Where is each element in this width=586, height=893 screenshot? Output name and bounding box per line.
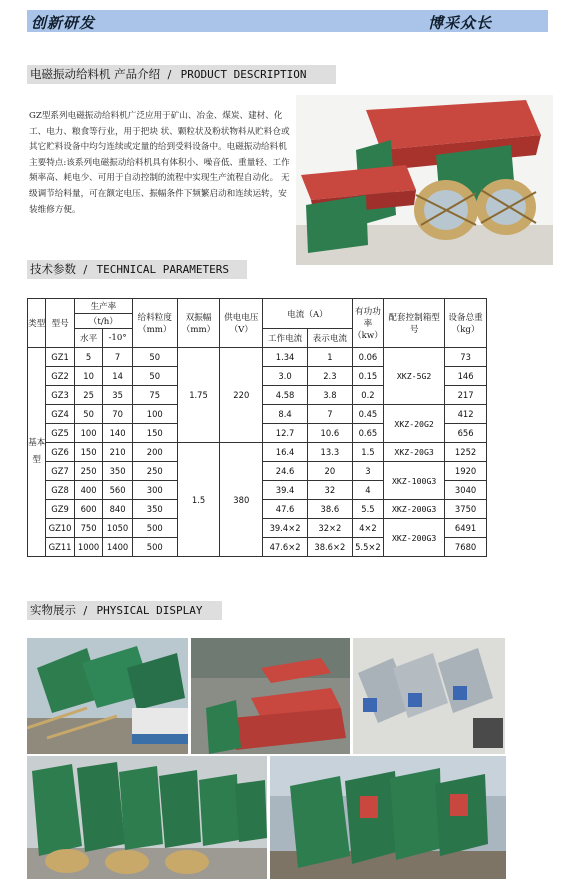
header-capacity-label: 生产率 — [90, 302, 117, 312]
cell-control: XKZ-20G3 — [384, 443, 445, 462]
cell-weight: 1920 — [445, 462, 487, 481]
header-left-slogan: 创新研发 — [31, 14, 96, 32]
header-model: 型号 — [46, 299, 75, 348]
cell-particle: 200 — [132, 443, 177, 462]
cell-power: 4×2 — [352, 519, 383, 538]
cell-particle: 250 — [132, 462, 177, 481]
cell-power: 0.65 — [352, 424, 383, 443]
cell-particle: 500 — [132, 538, 177, 557]
cell-particle: 50 — [132, 367, 177, 386]
cell-display-current: 32×2 — [307, 519, 352, 538]
header-power — [352, 299, 383, 348]
cell-display-current: 2.3 — [307, 367, 352, 386]
section-title-sep: / — [83, 262, 88, 276]
cell-display-current: 20 — [307, 462, 352, 481]
cell-display-current: 38.6×2 — [307, 538, 352, 557]
cell-model: GZ2 — [46, 367, 75, 386]
cell-horizontal: 1000 — [74, 538, 103, 557]
cell-model: GZ5 — [46, 424, 75, 443]
cell-particle: 100 — [132, 405, 177, 424]
header-right-slogan: 博采众长 — [427, 14, 492, 32]
cell-display-current: 13.3 — [307, 443, 352, 462]
cell-weight: 7680 — [445, 538, 487, 557]
header-weight — [445, 299, 487, 348]
cell-incline: 210 — [103, 443, 133, 462]
header-particle-unit: （mm） — [137, 325, 172, 335]
header-type: 类型 — [28, 299, 46, 348]
header-capacity — [74, 299, 132, 314]
cell-incline: 1400 — [103, 538, 133, 557]
header-voltage-unit: （V） — [229, 325, 253, 335]
cell-weight: 656 — [445, 424, 487, 443]
cell-incline: 14 — [103, 367, 133, 386]
header-weight-unit: （kg） — [451, 325, 480, 335]
cell-model: GZ10 — [46, 519, 75, 538]
intro-paragraph: GZ型系列电磁振动给料机广泛应用于矿山、冶金、煤炭、建材、化工、电力、粮食等行业，用于把块 状、颗粒状及粉状物料从贮料仓或其它贮料设备中均匀连续或定量的给到受料设备中。电磁振动给料机主要特点:该系列电磁振动给料机具有体积小、噪音低、重量轻、工作频率高、耗电少、可用于自动控制的流程中实现生产流程自动化。 无级调节给料量，可在额定电压、振幅条件下频繁启动和连续运转，安装维修方便。 — [29, 111, 290, 215]
cell-weight: 3040 — [445, 481, 487, 500]
cell-weight: 3750 — [445, 500, 487, 519]
cell-horizontal: 400 — [74, 481, 103, 500]
section-title-sep: / — [83, 603, 88, 617]
display-photo-3 — [353, 638, 505, 754]
cell-incline: 560 — [103, 481, 133, 500]
cell-power: 5.5 — [352, 500, 383, 519]
cell-work-current: 16.4 — [263, 443, 308, 462]
section-title-cn: 电磁振动给料机 产品介绍 — [30, 67, 161, 81]
cell-power: 5.5×2 — [352, 538, 383, 557]
cell-horizontal: 25 — [74, 386, 103, 405]
header-power-unit: （kw） — [353, 331, 383, 341]
header-weight-label: 设备总重 — [448, 313, 483, 323]
header-display-current: 表示电流 — [307, 329, 352, 348]
spec-table — [27, 298, 487, 557]
section-title-display — [27, 601, 222, 620]
cell-model: GZ4 — [46, 405, 75, 424]
cell-weight: 6491 — [445, 519, 487, 538]
header-amplitude — [177, 299, 220, 348]
header-particle — [132, 299, 177, 348]
intro-text — [29, 109, 295, 218]
section-title-en: PHYSICAL DISPLAY — [96, 604, 203, 617]
cell-display-current: 38.6 — [307, 500, 352, 519]
header-control: 配套控制箱型号 — [384, 299, 445, 348]
header-bar — [27, 10, 548, 32]
cell-horizontal: 750 — [74, 519, 103, 538]
cell-weight: 73 — [445, 348, 487, 367]
cell-voltage: 220 — [220, 348, 263, 443]
cell-horizontal: 10 — [74, 367, 103, 386]
cell-work-current: 24.6 — [263, 462, 308, 481]
cell-work-current: 8.4 — [263, 405, 308, 424]
cell-work-current: 39.4×2 — [263, 519, 308, 538]
cell-power: 0.2 — [352, 386, 383, 405]
cell-particle: 50 — [132, 348, 177, 367]
product-photo — [296, 95, 553, 265]
cell-display-current: 32 — [307, 481, 352, 500]
cell-weight: 146 — [445, 367, 487, 386]
cell-display-current: 1 — [307, 348, 352, 367]
cell-incline: 7 — [103, 348, 133, 367]
cell-model: GZ11 — [46, 538, 75, 557]
display-photo-2 — [191, 638, 350, 754]
header-voltage-label: 供电电压 — [224, 313, 259, 323]
cell-model: GZ3 — [46, 386, 75, 405]
cell-incline: 350 — [103, 462, 133, 481]
cell-control: XKZ-200G3 — [384, 500, 445, 519]
section-title-params — [27, 260, 247, 279]
cell-control: XKZ-5G2 — [384, 348, 445, 405]
cell-display-current: 10.6 — [307, 424, 352, 443]
cell-particle: 300 — [132, 481, 177, 500]
cell-voltage: 380 — [220, 443, 263, 557]
cell-horizontal: 600 — [74, 500, 103, 519]
cell-incline: 35 — [103, 386, 133, 405]
header-particle-label: 给料粒度 — [137, 313, 172, 323]
cell-incline: 840 — [103, 500, 133, 519]
cell-model: GZ9 — [46, 500, 75, 519]
cell-amplitude: 1.75 — [177, 348, 220, 443]
section-title-en: PRODUCT DESCRIPTION — [180, 68, 307, 81]
section-title-sep: / — [167, 67, 172, 81]
header-current: 电流（A） — [263, 299, 353, 329]
header-amplitude-label: 双振幅 — [185, 313, 212, 323]
cell-model: GZ7 — [46, 462, 75, 481]
cell-incline: 70 — [103, 405, 133, 424]
section-title-cn: 技术参数 — [30, 262, 76, 276]
cell-work-current: 1.34 — [263, 348, 308, 367]
cell-work-current: 47.6 — [263, 500, 308, 519]
section-title-cn: 实物展示 — [30, 603, 76, 617]
display-photo-1 — [27, 638, 188, 754]
cell-power: 4 — [352, 481, 383, 500]
cell-particle: 500 — [132, 519, 177, 538]
header-voltage — [220, 299, 263, 348]
cell-work-current: 12.7 — [263, 424, 308, 443]
header-incline: -10° — [103, 329, 133, 348]
section-title-en: TECHNICAL PARAMETERS — [96, 263, 229, 276]
cell-model: GZ6 — [46, 443, 75, 462]
table-row — [28, 443, 487, 462]
cell-incline: 140 — [103, 424, 133, 443]
cell-power: 1.5 — [352, 443, 383, 462]
cell-weight: 217 — [445, 386, 487, 405]
cell-particle: 350 — [132, 500, 177, 519]
header-work-current: 工作电流 — [263, 329, 308, 348]
cell-weight: 412 — [445, 405, 487, 424]
table-row — [28, 348, 487, 367]
cell-model: GZ1 — [46, 348, 75, 367]
cell-display-current: 3.8 — [307, 386, 352, 405]
cell-horizontal: 5 — [74, 348, 103, 367]
cell-incline: 1050 — [103, 519, 133, 538]
type-cell: 基本型 — [28, 348, 46, 557]
display-photo-5 — [270, 756, 506, 879]
cell-model: GZ8 — [46, 481, 75, 500]
cell-horizontal: 150 — [74, 443, 103, 462]
cell-control: XKZ-200G3 — [384, 519, 445, 557]
cell-control: XKZ-100G3 — [384, 462, 445, 500]
cell-horizontal: 100 — [74, 424, 103, 443]
cell-horizontal: 50 — [74, 405, 103, 424]
header-amplitude-unit: （mm） — [181, 325, 216, 335]
header-capacity-unit: （t/h） — [74, 314, 132, 329]
cell-display-current: 7 — [307, 405, 352, 424]
cell-work-current: 47.6×2 — [263, 538, 308, 557]
cell-amplitude: 1.5 — [177, 443, 220, 557]
cell-control: XKZ-20G2 — [384, 405, 445, 443]
header-horizontal: 水平 — [74, 329, 103, 348]
cell-work-current: 3.0 — [263, 367, 308, 386]
display-photo-4 — [27, 756, 267, 879]
cell-work-current: 39.4 — [263, 481, 308, 500]
cell-power: 3 — [352, 462, 383, 481]
cell-particle: 75 — [132, 386, 177, 405]
header-power-label: 有功功率 — [355, 307, 381, 329]
cell-power: 0.06 — [352, 348, 383, 367]
cell-power: 0.15 — [352, 367, 383, 386]
cell-horizontal: 250 — [74, 462, 103, 481]
cell-work-current: 4.58 — [263, 386, 308, 405]
cell-power: 0.45 — [352, 405, 383, 424]
section-title-intro — [27, 65, 336, 84]
cell-particle: 150 — [132, 424, 177, 443]
cell-weight: 1252 — [445, 443, 487, 462]
